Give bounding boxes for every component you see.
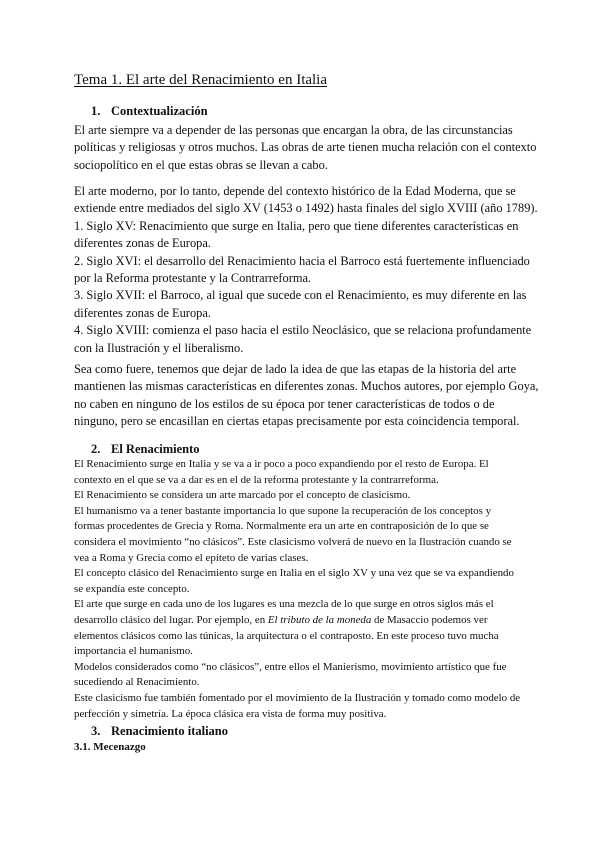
section-2-heading [91, 442, 200, 457]
text-line: perfección y simetría. La época clásica era vista de forma muy positiva. [74, 707, 387, 720]
text-line: importancia el humanismo. [74, 645, 193, 658]
text-line: elementos clásicos como las túnicas, la arquitectura o el contraposto. En este proceso tuvo mucha [74, 629, 499, 642]
document-title: Tema 1. El arte del Renacimiento en Italia [74, 72, 328, 88]
text-line: El arte moderno, por lo tanto, depende del contexto histórico de la Edad Moderna, que se [74, 184, 516, 198]
text-line: mantienen las mismas características en diferentes zonas. Muchos autores, por ejemplo Goya, [74, 379, 539, 394]
text-line: formas procedentes de Grecia y Roma. Normalmente era un arte en contraposición de lo que se [74, 520, 489, 533]
text-line: 2. Siglo XVI: el desarrollo del Renacimiento hacia el Barroco está fuertemente influenciado [74, 253, 530, 268]
subsection-3-1-heading: 3.1. Mecenazgo [74, 741, 146, 753]
paragraph-context-1 [74, 122, 536, 174]
text-line: ninguno, pero se encasillan en ciertas etapas precisamente por esta coincidencia temporal. [74, 414, 520, 429]
text-line: 1. Siglo XV: Renacimiento que surge en Italia, pero que tiene diferentes características en [74, 218, 519, 233]
text-line: El Renacimiento surge en Italia y se va a ir poco a poco expandiendo por el resto de Europa. El [74, 458, 489, 470]
text-line: se expandía este concepto. [74, 582, 190, 595]
section-3-heading [91, 724, 228, 739]
paragraph-context-3 [74, 361, 539, 431]
paragraph-context-2 [74, 183, 536, 357]
text-line: El arte que surge en cada uno de los lugares es una mezcla de lo que surge en otros siglos más el [74, 598, 494, 611]
text-line: considera el movimiento “no clásicos”. Este clasicismo volverá de nuevo en la Ilustración cuando se [74, 535, 512, 548]
text-line: sucediendo al Renacimiento. [74, 676, 200, 689]
text-line: El Renacimiento se considera un arte marcado por el concepto de clasicismo. [74, 489, 411, 502]
text-line [74, 613, 536, 629]
text-line: sociopolítico en el que estas obras se llevan a cabo. [74, 157, 328, 172]
text-line: políticas y religiosas y otros muchos. Las obras de arte tienen mucha relación con el contexto [74, 140, 537, 155]
section-2-title: El Renacimiento [111, 442, 200, 456]
text-line: extiende entre mediados del siglo XV (1453 o 1492) hasta finales del siglo XVIII (año 1789). [74, 201, 538, 216]
section-3-number: 3. [91, 724, 101, 738]
text-line: El concepto clásico del Renacimiento surge en Italia en el siglo XV y una vez que se va expandiendo [74, 567, 514, 580]
text-span: de Masaccio podemos ver [371, 613, 488, 626]
text-line: El arte siempre va a depender de las personas que encargan la obra, de las circunstancias [74, 123, 513, 137]
text-line: diferentes zonas de Europa. [74, 236, 211, 251]
section-1-title: Contextualización [111, 104, 208, 118]
paragraph-renacimiento [74, 457, 536, 722]
text-line: 3. Siglo XVII: el Barroco, al igual que sucede con el Renacimiento, es muy diferente en las [74, 288, 527, 303]
text-line: con la Ilustración y el liberalismo. [74, 340, 244, 355]
text-line: Sea como fuere, tenemos que dejar de lado la idea de que las etapas de la historia del arte [74, 362, 517, 376]
text-line: 4. Siglo XVIII: comienza el paso hacia el estilo Neoclásico, que se relaciona profundamente [74, 323, 532, 338]
text-line: Modelos considerados como “no clásicos”, entre ellos el Manierismo, movimiento artístico que fue [74, 660, 507, 673]
section-2-number: 2. [91, 442, 101, 456]
text-line: contexto en el que se va a dar es en el de la reforma protestante y la contrarreforma. [74, 473, 439, 486]
artwork-title: El tributo de la moneda [267, 613, 372, 626]
section-1-heading [91, 104, 208, 119]
text-line: El humanismo va a tener bastante importancia lo que supone la recuperación de los conceptos y [74, 504, 492, 517]
text-span: desarrollo clásico del lugar. Por ejemplo, en [74, 613, 268, 626]
section-3-title: Renacimiento italiano [111, 724, 229, 738]
section-1-number: 1. [91, 104, 101, 118]
text-line: por la Reforma protestante y la Contrarreforma. [74, 271, 312, 286]
text-line: vea a Roma y Grecia como el epíteto de varias clases. [74, 551, 309, 564]
text-line: diferentes zonas de Europa. [74, 305, 211, 320]
text-line: Este clasicismo fue también fomentado por el movimiento de la Ilustración y tomado como modelo de [74, 691, 521, 704]
text-line: no caben en ninguno de los estilos de su época por tener características de todos o de [74, 396, 495, 411]
